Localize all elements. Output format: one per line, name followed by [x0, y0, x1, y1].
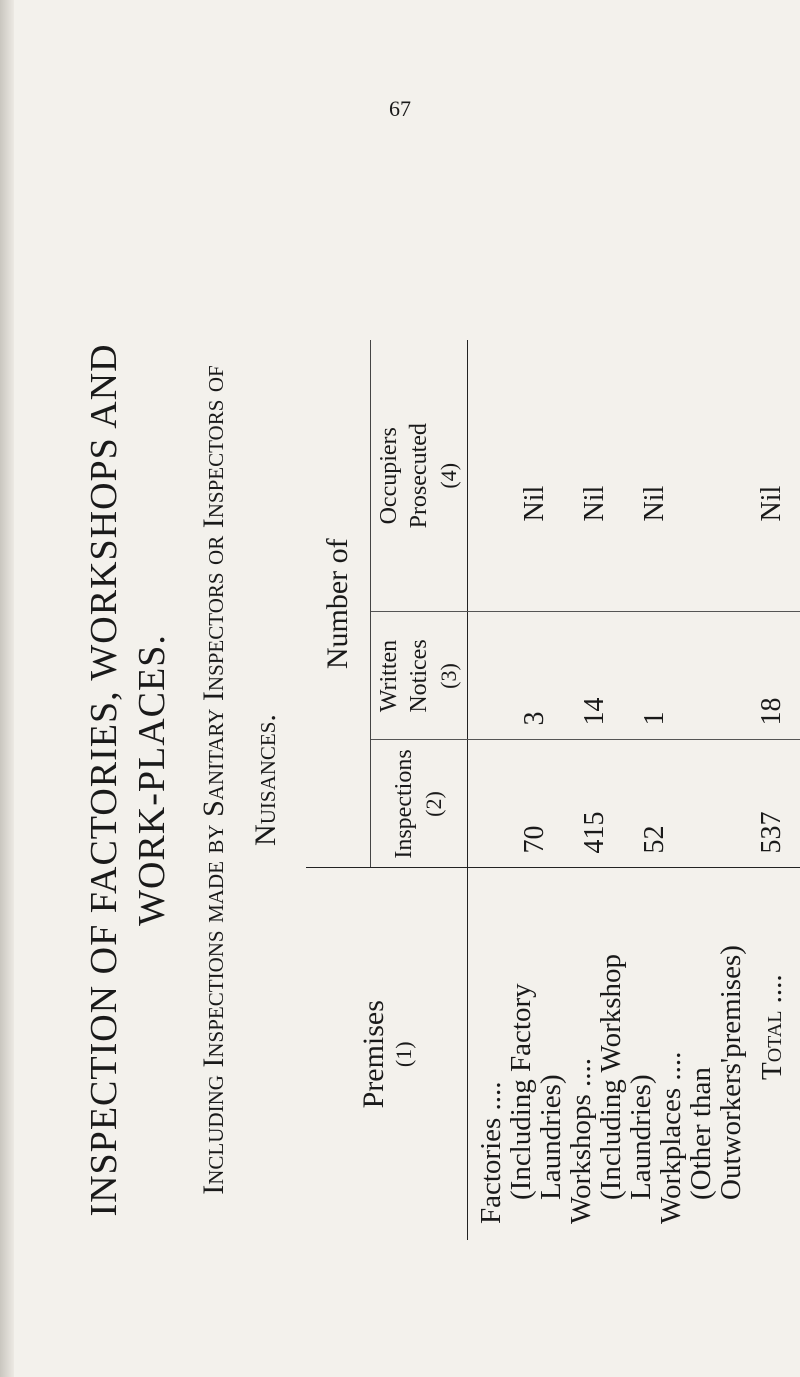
- notices-factories: 3: [519, 711, 550, 726]
- total-inspections: 537: [756, 811, 787, 854]
- notices-workshops: 14: [579, 697, 610, 726]
- row-label-workshops: Workshops ....: [565, 1057, 597, 1224]
- inspections-factories: 70: [519, 825, 550, 854]
- notices-workplaces: 1: [639, 711, 670, 726]
- row-sublabel-workshops: (Including Workshop Laundries): [595, 953, 657, 1200]
- inspections-header: [371, 740, 468, 868]
- page-title: INSPECTION OF FACTORIES, WORKSHOPS AND WORK-PLACES.: [83, 343, 173, 1217]
- rotated-table-block: [80, 340, 788, 1240]
- inspections-header-label: Inspections: [391, 749, 417, 859]
- premises-header: [306, 868, 468, 1240]
- premises-header-label: Premises: [356, 1000, 390, 1109]
- prosecuted-header: [371, 340, 468, 612]
- number-of-header: Number of: [306, 340, 371, 868]
- prosecuted-col-number: (4): [436, 462, 461, 489]
- prosecuted-workshops: Nil: [579, 485, 610, 522]
- inspections-workplaces: 52: [639, 825, 670, 854]
- page-edge-shadow: [0, 0, 14, 1377]
- prosecuted-workplaces: Nil: [639, 485, 670, 522]
- premises-col-number: (1): [390, 1041, 416, 1068]
- notices-header-line2: Notices: [406, 639, 432, 713]
- total-label: Total ....: [752, 868, 800, 1240]
- row-label-factories: Factories ....: [475, 1081, 507, 1224]
- prosecuted-values: [468, 340, 753, 612]
- inspections-values: [468, 740, 753, 868]
- page-number: 67: [389, 96, 411, 121]
- row-label-workplaces: Workplaces ....: [655, 1051, 687, 1224]
- inspection-table: [306, 340, 800, 1240]
- notices-header: [371, 612, 468, 740]
- inspections-workshops: 415: [579, 811, 610, 854]
- premises-list: [468, 868, 753, 1240]
- notices-header-line1: Written: [376, 639, 402, 713]
- row-sublabel-workplaces: (Other than Outworkers'premises): [685, 945, 747, 1200]
- inspections-col-number: (2): [421, 791, 446, 817]
- prosecuted-factories: Nil: [519, 485, 550, 522]
- notices-col-number: (3): [436, 663, 461, 689]
- total-prosecuted: Nil: [752, 340, 800, 612]
- row-sublabel-factories: (Including Factory Laundries): [505, 983, 567, 1200]
- notices-values: [468, 612, 753, 740]
- prosecuted-header-line2: Prosecuted: [406, 423, 432, 529]
- page-subtitle: Including Inspections made by Sanitary Inspectors or Inspectors of Nuisances.: [197, 365, 282, 1195]
- prosecuted-header-line1: Occupiers: [376, 427, 402, 525]
- total-notices: 18: [752, 612, 800, 740]
